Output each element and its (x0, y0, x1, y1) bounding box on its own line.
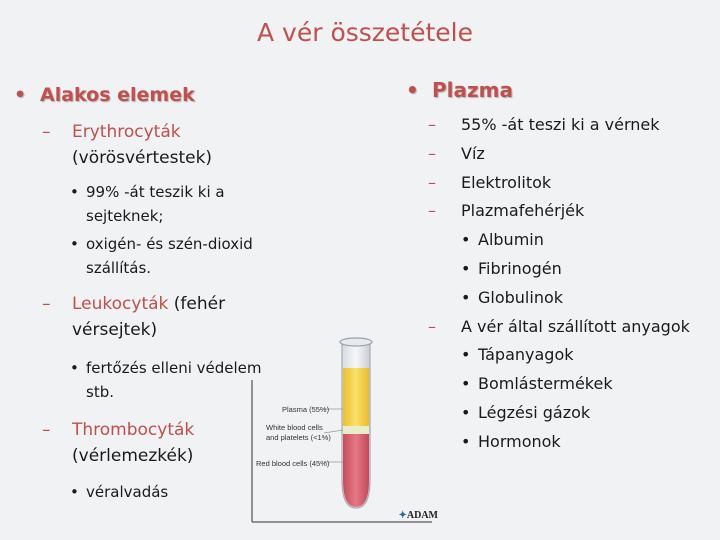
list-item-erythrocytes (42, 119, 344, 171)
list-item: – 55% -át teszi ki a vérnek (428, 115, 660, 134)
item-label-red: Leukocyták (72, 294, 169, 314)
heading-bullet: • (14, 84, 27, 106)
dash-bullet: – (42, 420, 51, 440)
sub-item: • Albumin (461, 230, 544, 250)
right-heading-text: Plazma (432, 78, 513, 102)
sub-item: • Globulinok (461, 287, 564, 307)
right-heading (406, 78, 711, 102)
sub-item: • Légzési gázok (461, 402, 591, 422)
left-heading (14, 84, 344, 106)
sub-item: • oxigén- és szén-dioxid szállítás. (70, 235, 253, 277)
plasma-label: Plasma (55%) (282, 405, 330, 414)
rbc-label: Red blood cells (45%) (256, 459, 330, 468)
list-item: – Plazmafehérjék (428, 201, 585, 221)
list-item: – A vér által szállított anyagok (428, 316, 690, 336)
list-item: – Elektrolitok (428, 172, 552, 192)
blood-tube-figure (250, 330, 440, 525)
sub-item: • fertőzés elleni védelem stb. (70, 359, 262, 401)
sub-item: • 99% -át teszik ki a sejteknek; (70, 183, 225, 225)
wbc-label-line2: and platelets (<1%) (266, 433, 331, 442)
slide-title: A vér összetétele (257, 18, 473, 47)
sub-item: • Bomlástermékek (461, 374, 613, 394)
left-heading-text: Alakos elemek (40, 84, 195, 106)
sub-item: • Fibrinogén (461, 258, 562, 278)
sub-item: • Tápanyagok (461, 345, 574, 365)
item-label-red: Erythrocyták (72, 122, 181, 142)
item-label-rest: (fehér vérsejtek) (72, 294, 226, 340)
dash-bullet: – (42, 294, 51, 314)
adam-credit: ✦ADAM (398, 510, 438, 521)
item-label-red: Thrombocyták (72, 420, 195, 440)
item-label-rest: (vérlemezkék) (72, 446, 194, 466)
dash-bullet: – (42, 122, 51, 142)
adam-logo-icon: ✦ (398, 510, 407, 521)
wbc-label-line1: White blood cells (266, 423, 323, 432)
right-column (406, 78, 711, 457)
heading-bullet: • (406, 78, 419, 102)
sub-item: • véralvadás (70, 483, 169, 501)
item-label-rest: (vörösvértestek) (72, 148, 213, 168)
sub-item: • Hormonok (461, 431, 561, 451)
list-item: – Víz (428, 143, 485, 163)
